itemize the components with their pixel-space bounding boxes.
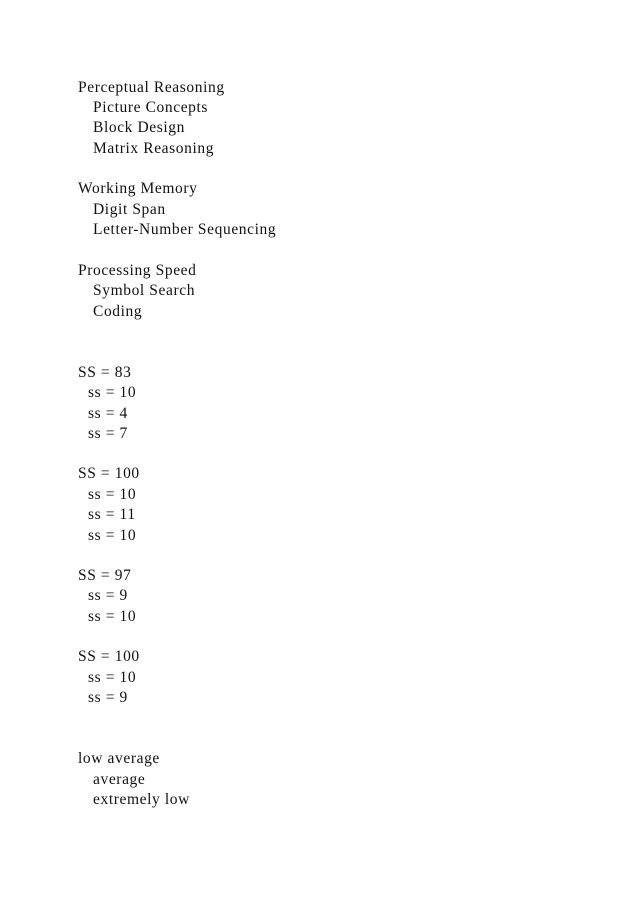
section-heading-working-memory: Working Memory [78,180,198,197]
section-heading-processing-speed: Processing Speed [78,262,197,279]
subtest-symbol-search: Symbol Search [93,282,196,299]
section-heading-perceptual-reasoning: Perceptual Reasoning [78,79,225,96]
subtest-matrix-reasoning: Matrix Reasoning [93,140,215,157]
scaled-score: ss = 10 [88,384,137,401]
subtest-block-design: Block Design [93,119,186,136]
scaled-score: ss = 4 [88,405,128,422]
subtest-coding: Coding [93,303,143,320]
descriptor-item: extremely low [93,791,190,808]
composite-score: SS = 83 [78,364,132,381]
subtest-letter-number-sequencing: Letter-Number Sequencing [93,221,277,238]
composite-score: SS = 100 [78,648,140,665]
composite-score: SS = 97 [78,567,132,584]
scaled-score: ss = 10 [88,527,137,544]
scaled-score: ss = 9 [88,689,128,706]
scaled-score: ss = 9 [88,587,128,604]
subtest-digit-span: Digit Span [93,201,166,218]
scaled-score: ss = 10 [88,486,137,503]
descriptor-heading: low average [78,750,160,767]
descriptor-item: average [93,771,146,788]
subtest-picture-concepts: Picture Concepts [93,99,209,116]
scaled-score: ss = 10 [88,669,137,686]
scaled-score: ss = 7 [88,425,128,442]
scaled-score: ss = 10 [88,608,137,625]
scaled-score: ss = 11 [88,506,136,523]
composite-score: SS = 100 [78,465,140,482]
